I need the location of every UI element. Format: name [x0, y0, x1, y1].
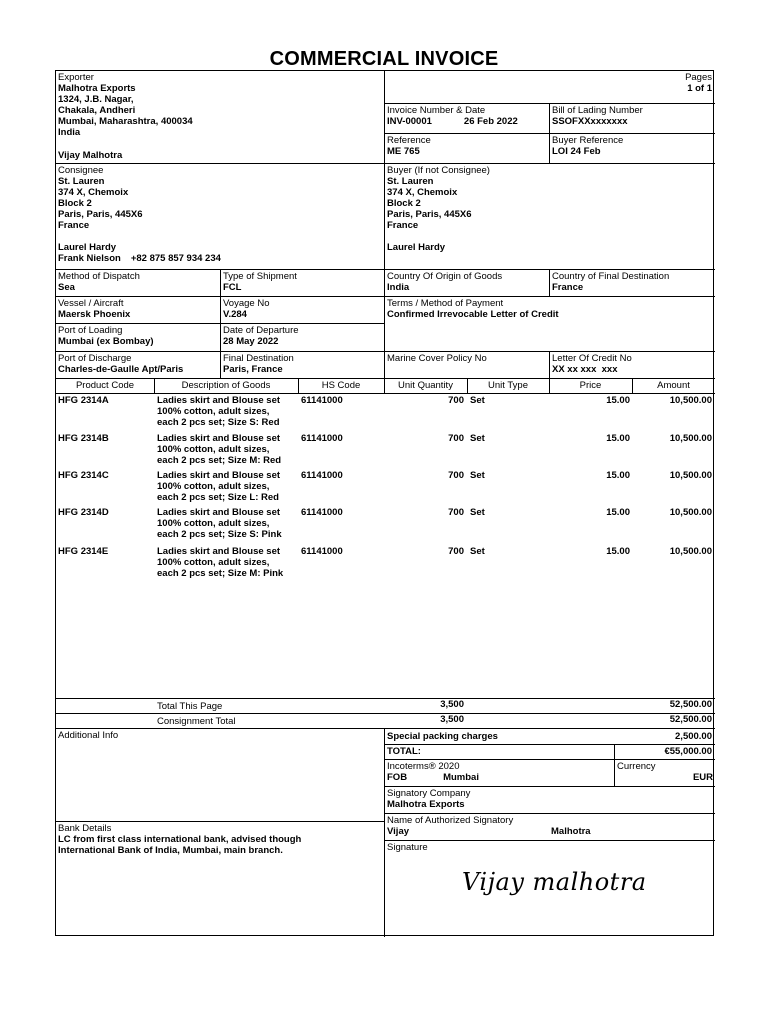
price: 15.00	[606, 546, 630, 557]
payment-terms-label: Terms / Method of Payment	[387, 298, 504, 309]
price: 15.00	[606, 433, 630, 444]
exporter-line: Malhotra Exports	[58, 83, 136, 94]
signature-label: Signature	[387, 842, 428, 853]
rule	[56, 393, 715, 394]
amount: 10,500.00	[669, 433, 712, 444]
product-code: HFG 2314C	[58, 470, 109, 481]
header-price: Price	[579, 380, 602, 391]
exporter-line: India	[58, 127, 81, 138]
description-line: each 2 pcs set; Size L: Red	[157, 492, 279, 503]
letter-of-credit-label: Letter Of Credit No	[552, 353, 632, 364]
special-charges-value: 2,500.00	[675, 731, 712, 742]
incoterms-place: Mumbai	[443, 772, 479, 783]
buyer-line: 374 X, Chemoix	[387, 187, 458, 198]
amount: 10,500.00	[669, 546, 712, 557]
reference-label: Reference	[387, 135, 431, 146]
header-amount: Amount	[657, 380, 690, 391]
price: 15.00	[606, 470, 630, 481]
consignee-line: St. Lauren	[58, 176, 105, 187]
consignee-line: 374 X, Chemoix	[58, 187, 129, 198]
buyer-line: France	[387, 220, 419, 231]
rule	[384, 744, 715, 745]
bank-details-line: International Bank of India, Mumbai, main branch.	[58, 845, 283, 856]
exporter-line: Mumbai, Maharashtra, 400034	[58, 116, 193, 127]
country-destination-label: Country of Final Destination	[552, 271, 670, 282]
final-destination	[221, 352, 384, 376]
invoice-label: Invoice Number & Date	[387, 105, 486, 116]
description-line: Ladies skirt and Blouse set	[157, 546, 281, 557]
description-line: each 2 pcs set; Size M: Pink	[157, 568, 284, 579]
description-line: each 2 pcs set; Size S: Pink	[157, 529, 282, 540]
rule	[614, 744, 615, 759]
total-page-label: Total This Page	[157, 701, 223, 712]
signatory-company-block	[385, 787, 715, 811]
unit-quantity: 700	[448, 395, 464, 406]
authorized-signatory-first: Vijay	[387, 826, 410, 837]
description-line: each 2 pcs set; Size S: Red	[157, 417, 280, 428]
bank-details-line: LC from first class international bank, advised though	[58, 834, 302, 845]
description-line: Ladies skirt and Blouse set	[157, 433, 281, 444]
port-of-discharge-label: Port of Discharge	[58, 353, 132, 364]
consignee-line: Paris, Paris, 445X6	[58, 209, 143, 220]
type-of-shipment-label: Type of Shipment	[223, 271, 297, 282]
currency-label: Currency	[617, 761, 656, 772]
header-hs-code: HS Code	[321, 380, 361, 391]
description-line: 100% cotton, adult sizes,	[157, 557, 270, 568]
marine-cover-label: Marine Cover Policy No	[387, 353, 487, 364]
country-origin-label: Country Of Origin of Goods	[387, 271, 503, 282]
consignment-total-label: Consignment Total	[157, 716, 236, 727]
consignee-contact2-name: Frank Nielson	[58, 253, 121, 264]
pages-block	[556, 71, 714, 95]
exporter-contact: Vijay Malhotra	[58, 150, 123, 161]
consignment-total-qty: 3,500	[440, 714, 464, 725]
hs-code: 61141000	[301, 507, 343, 518]
reference-block	[385, 134, 549, 158]
consignee-line: Block 2	[58, 198, 92, 209]
vessel-value: Maersk Phoenix	[58, 309, 131, 320]
consignee-label: Consignee	[58, 165, 104, 176]
hs-code: 61141000	[301, 470, 343, 481]
method-of-dispatch	[56, 270, 220, 294]
header-product-code: Product Code	[75, 380, 135, 391]
date-of-departure-value: 28 May 2022	[223, 336, 279, 347]
invoice-date: 26 Feb 2022	[463, 116, 518, 127]
description-line: each 2 pcs set; Size M: Red	[157, 455, 282, 466]
unit-type: Set	[470, 433, 485, 444]
exporter-label: Exporter	[58, 72, 94, 83]
buyer-line: Paris, Paris, 445X6	[387, 209, 472, 220]
description-line: Ladies skirt and Blouse set	[157, 470, 281, 481]
incoterms-label: Incoterms® 2020	[387, 761, 460, 772]
unit-type: Set	[470, 395, 485, 406]
incoterms-term: FOB	[387, 772, 408, 783]
hs-code: 61141000	[301, 546, 343, 557]
buyer-reference-value: LOI 24 Feb	[552, 146, 601, 157]
method-of-dispatch-value: Sea	[58, 282, 75, 293]
buyer-line: St. Lauren	[387, 176, 434, 187]
voyage-label: Voyage No	[223, 298, 270, 309]
reference-value: ME 765	[387, 146, 420, 157]
product-code: HFG 2314B	[58, 433, 109, 444]
special-charges-label: Special packing charges	[387, 731, 498, 742]
country-destination	[550, 270, 715, 294]
price: 15.00	[606, 395, 630, 406]
date-of-departure	[221, 324, 384, 348]
payment-terms	[385, 297, 715, 321]
voyage-value: V.284	[223, 309, 247, 320]
product-code: HFG 2314E	[58, 546, 109, 557]
rule	[384, 840, 715, 841]
voyage	[221, 297, 384, 321]
invoice-form	[55, 70, 714, 936]
price: 15.00	[606, 507, 630, 518]
header-unit-type: Unit Type	[488, 380, 528, 391]
payment-terms-value: Confirmed Irrevocable Letter of Credit	[387, 309, 559, 320]
additional-info-label: Additional Info	[58, 730, 119, 741]
buyer-contact: Laurel Hardy	[387, 242, 446, 253]
total-page-qty: 3,500	[440, 699, 464, 710]
port-of-discharge	[56, 352, 220, 376]
date-of-departure-label: Date of Departure	[223, 325, 299, 336]
consignee-block	[56, 164, 384, 265]
description-line: Ladies skirt and Blouse set	[157, 507, 281, 518]
pages-label: Pages	[685, 72, 712, 83]
header-unit-quantity: Unit Quantity	[398, 380, 453, 391]
exporter-line: Chakala, Andheri	[58, 105, 136, 116]
letter-of-credit-value: XX xx xxx xxx	[552, 364, 618, 375]
total-value: €55,000.00	[664, 746, 712, 757]
pages-value: 1 of 1	[687, 83, 712, 94]
exporter-line: 1324, J.B. Nagar,	[58, 94, 134, 105]
total-page-amount: 52,500.00	[669, 699, 712, 710]
unit-quantity: 700	[448, 433, 464, 444]
country-destination-value: France	[552, 282, 584, 293]
final-destination-label: Final Destination	[223, 353, 294, 364]
buyer-label: Buyer (If not Consignee)	[387, 165, 490, 176]
bank-details	[56, 822, 384, 857]
letter-of-credit	[550, 352, 715, 376]
port-of-discharge-value: Charles-de-Gaulle Apt/Paris	[58, 364, 184, 375]
invoice-number: INV-00001	[387, 116, 432, 127]
buyer-reference-label: Buyer Reference	[552, 135, 624, 146]
currency-value: EUR	[692, 772, 713, 783]
consignment-total-amount: 52,500.00	[669, 714, 712, 725]
product-code: HFG 2314A	[58, 395, 109, 406]
consignee-line: France	[58, 220, 90, 231]
unit-type: Set	[470, 546, 485, 557]
authorized-signatory-block	[385, 814, 715, 838]
amount: 10,500.00	[669, 395, 712, 406]
document-title: COMMERCIAL INVOICE	[269, 48, 499, 70]
country-origin-value: India	[387, 282, 410, 293]
currency-block	[615, 760, 715, 784]
port-of-loading-value: Mumbai (ex Bombay)	[58, 336, 154, 347]
product-code: HFG 2314D	[58, 507, 109, 518]
authorized-signatory-label: Name of Authorized Signatory	[387, 815, 514, 826]
bill-of-lading-value: SSOFXXxxxxxxx	[552, 116, 628, 127]
unit-quantity: 700	[448, 470, 464, 481]
rule	[56, 728, 715, 729]
signatory-company-label: Signatory Company	[387, 788, 471, 799]
hs-code: 61141000	[301, 395, 343, 406]
vessel-label: Vessel / Aircraft	[58, 298, 124, 309]
description-line: 100% cotton, adult sizes,	[157, 481, 270, 492]
description-line: 100% cotton, adult sizes,	[157, 406, 270, 417]
signatory-company-value: Malhotra Exports	[387, 799, 465, 810]
consignee-contact2-phone: +82 875 857 934 234	[130, 253, 221, 264]
buyer-line: Block 2	[387, 198, 421, 209]
bank-details-label: Bank Details	[58, 823, 112, 834]
exporter-block	[56, 71, 384, 162]
amount: 10,500.00	[669, 507, 712, 518]
method-of-dispatch-label: Method of Dispatch	[58, 271, 140, 282]
hs-code: 61141000	[301, 433, 343, 444]
consignee-contact: Laurel Hardy	[58, 242, 117, 253]
type-of-shipment-value: FCL	[223, 282, 242, 293]
header-description: Description of Goods	[181, 380, 271, 391]
port-of-loading-label: Port of Loading	[58, 325, 123, 336]
description-line: 100% cotton, adult sizes,	[157, 444, 270, 455]
unit-quantity: 700	[448, 546, 464, 557]
unit-type: Set	[470, 470, 485, 481]
unit-quantity: 700	[448, 507, 464, 518]
amount: 10,500.00	[669, 470, 712, 481]
port-of-loading	[56, 324, 220, 348]
handwritten-signature: Vijay malhotra	[462, 868, 647, 896]
total-label: TOTAL:	[387, 746, 421, 757]
vessel	[56, 297, 220, 321]
buyer-reference-block	[550, 134, 715, 158]
marine-cover	[385, 352, 549, 365]
description-line: Ladies skirt and Blouse set	[157, 395, 281, 406]
buyer-block	[385, 164, 715, 254]
authorized-signatory-last: Malhotra	[551, 826, 591, 837]
type-of-shipment	[221, 270, 384, 294]
bill-of-lading-label: Bill of Lading Number	[552, 105, 643, 116]
bill-of-lading-block	[550, 104, 715, 128]
final-destination-value: Paris, France	[223, 364, 283, 375]
invoice-block	[385, 104, 549, 128]
country-origin	[385, 270, 549, 294]
description-line: 100% cotton, adult sizes,	[157, 518, 270, 529]
incoterms-block	[385, 760, 614, 784]
unit-type: Set	[470, 507, 485, 518]
